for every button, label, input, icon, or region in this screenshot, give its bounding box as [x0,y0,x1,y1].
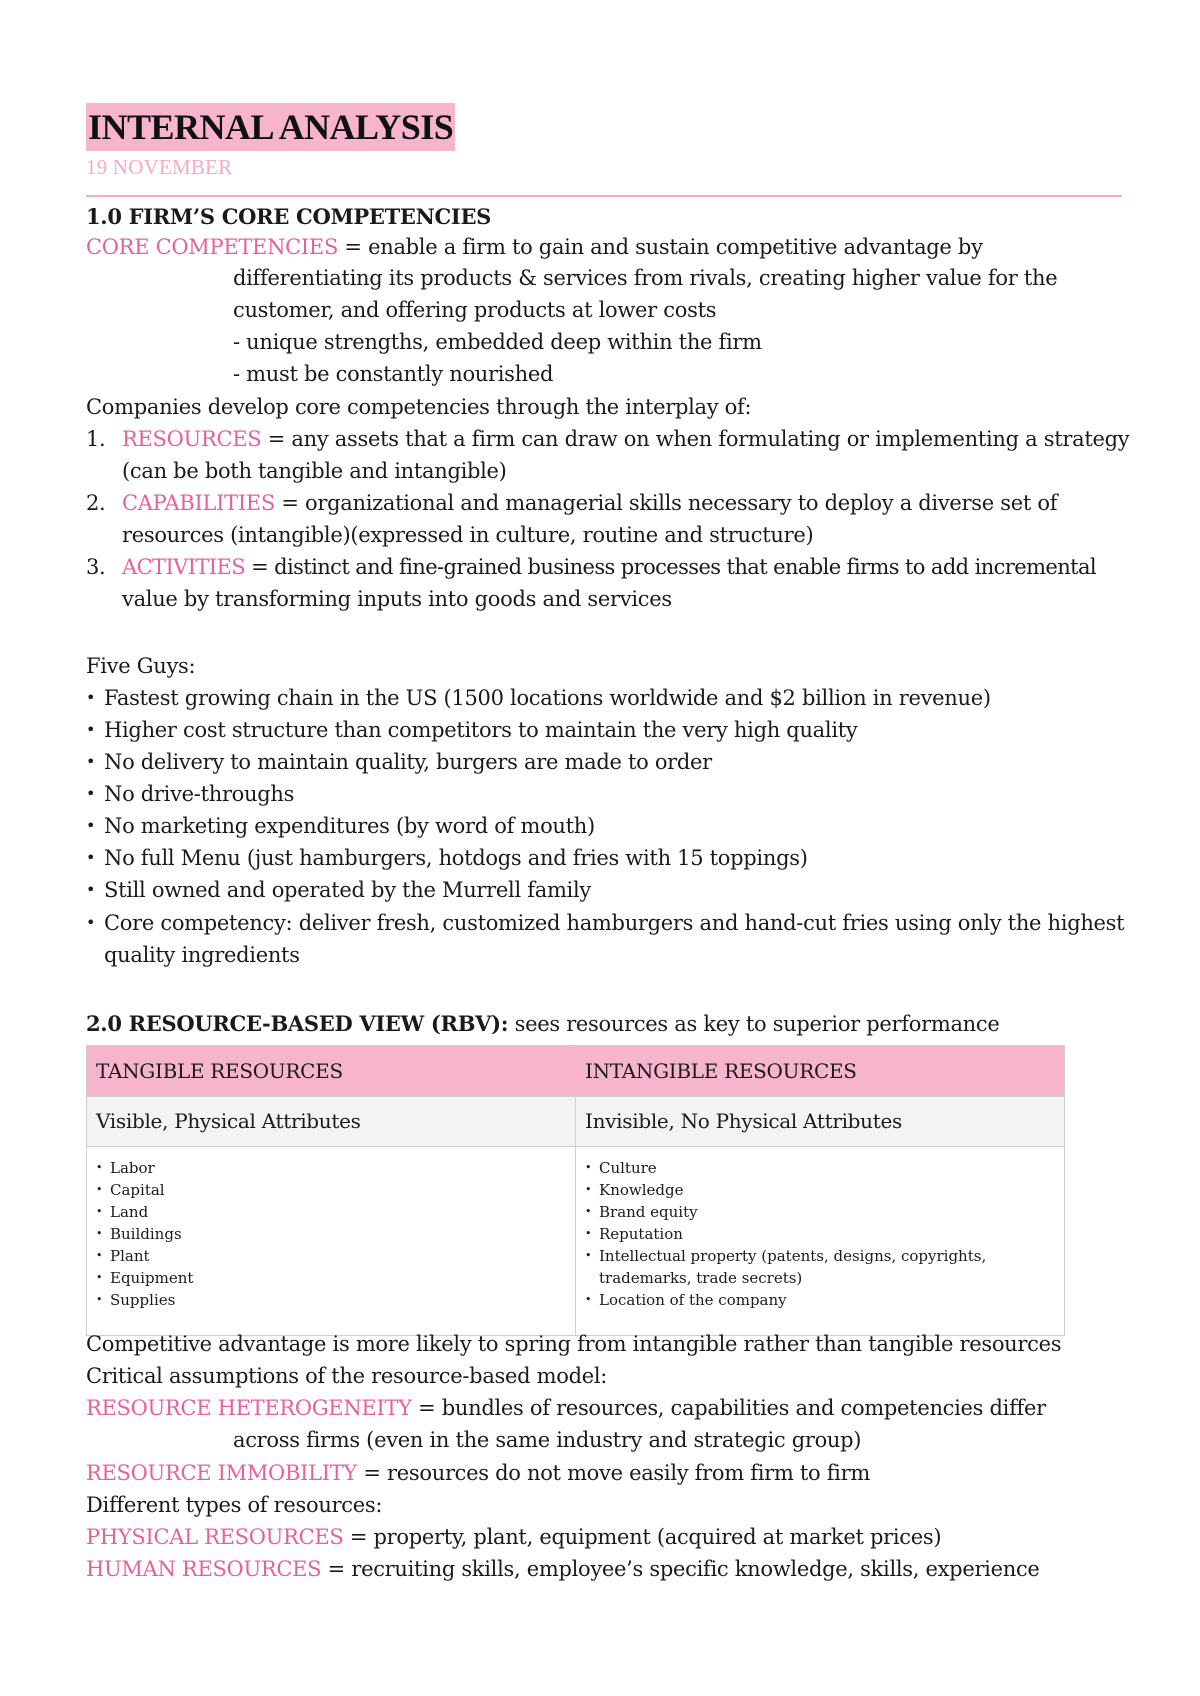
tangible-header: TANGIBLE RESOURCES [87,1046,576,1097]
human-resources-term: HUMAN RESOURCES [86,1557,322,1581]
section2-heading-rest: sees resources as key to superior performance [508,1012,1000,1036]
bullet-icon: • [86,848,96,867]
intangible-header: INTANGIBLE RESOURCES [576,1046,1065,1097]
table-list-row [87,1147,1065,1336]
immobility-def: = resources do not move easily from firm to firm [356,1461,870,1485]
core-def-line4: - unique strengths, embedded deep within the firm [233,330,762,354]
list-item: Fastest growing chain in the US (1500 locations worldwide and $2 billion in revenue) [104,686,991,710]
competitive-advantage-note: Competitive advantage is more likely to spring from intangible rather than tangible resources [86,1332,1062,1356]
list-item: No marketing expenditures (by word of mouth) [104,814,595,838]
bullet-icon: • [86,816,96,835]
bullet-icon: • [86,880,96,899]
bullet-icon: • [86,720,96,739]
core-def-line2: differentiating its products & services from rivals, creating higher value for the [233,266,1058,290]
intangible-list-cell [576,1147,1065,1336]
activities-def-line2: value by transforming inputs into goods and services [122,587,672,611]
resources-def: = any assets that a firm can draw on when formulating or implementing a strategy [261,427,1130,451]
five-guys-label: Five Guys: [86,654,196,678]
immobility-term: RESOURCE IMMOBILITY [86,1461,357,1485]
list-item: No drive-throughs [104,782,295,806]
list-item: Still owned and operated by the Murrell family [104,878,591,902]
list-item: • Location of the company [585,1289,1055,1311]
list-item: • Knowledge [585,1179,1055,1201]
tangible-list-cell [87,1147,576,1336]
list-item: • Capital [96,1179,566,1201]
immobility-definition [86,1457,870,1489]
list-item: • Intellectual property (patents, designs, copyrights, trademarks, trade secrets) [585,1245,1055,1289]
resource-types-intro: Different types of resources: [86,1493,383,1517]
heterogeneity-definition [86,1392,1046,1424]
capabilities-def: = organizational and managerial skills necessary to deploy a diverse set of [275,491,1058,515]
core-def-line5: - must be constantly nourished [233,362,554,386]
heterogeneity-def-line2: across firms (even in the same industry and strategic group) [233,1428,862,1452]
list-item: • Land [96,1201,566,1223]
table-subheader-row [87,1097,1065,1147]
physical-resources-def: = property, plant, equipment (acquired at market prices) [343,1525,942,1549]
tangible-list [96,1157,566,1311]
human-resources-definition [86,1553,1040,1585]
resources-def-line2: (can be both tangible and intangible) [122,459,507,483]
list-item: No delivery to maintain quality, burgers are made to order [104,750,712,774]
list-item: • Labor [96,1157,566,1179]
list-item: • Plant [96,1245,566,1267]
activities-term: ACTIVITIES [122,555,246,579]
resources-table [86,1045,1065,1336]
section2-heading-bold: 2.0 RESOURCE-BASED VIEW (RBV): [86,1011,509,1036]
physical-resources-definition [86,1521,941,1553]
bullet-icon: • [86,752,96,771]
intangible-subheader: Invisible, No Physical Attributes [576,1097,1065,1147]
table-header-row [87,1046,1065,1097]
core-def-line1: = enable a firm to gain and sustain competitive advantage by [338,235,983,259]
list-item-activities [122,551,1096,583]
assumptions-intro: Critical assumptions of the resource-based model: [86,1364,608,1388]
list-item: No full Menu (just hamburgers, hotdogs and fries with 15 toppings) [104,846,808,870]
tangible-subheader: Visible, Physical Attributes [87,1097,576,1147]
date-subtitle: 19 NOVEMBER [86,155,233,179]
title-divider [86,195,1122,197]
core-competencies-definition [86,231,983,263]
list-item: • Reputation [585,1223,1055,1245]
list-item-continuation: quality ingredients [104,943,300,967]
list-number: 3. [86,555,106,579]
core-def-line3: customer, and offering products at lower costs [233,298,717,322]
list-item-capabilities [122,487,1057,519]
heterogeneity-term: RESOURCE HETEROGENEITY [86,1396,412,1420]
list-item: • Supplies [96,1289,566,1311]
bullet-icon: • [86,913,96,932]
intangible-list [585,1157,1055,1311]
capabilities-def-line2: resources (intangible)(expressed in culture, routine and structure) [122,523,814,547]
activities-def: = distinct and fine-grained business processes that enable firms to add incremental [245,555,1097,579]
human-resources-def: = recruiting skills, employee’s specific knowledge, skills, experience [321,1557,1040,1581]
bullet-icon: • [86,784,96,803]
list-number: 2. [86,491,106,515]
resources-term: RESOURCES [122,427,262,451]
interplay-intro: Companies develop core competencies through the interplay of: [86,395,752,419]
heterogeneity-def: = bundles of resources, capabilities and competencies differ [411,1396,1046,1420]
physical-resources-term: PHYSICAL RESOURCES [86,1525,344,1549]
bullet-icon: • [86,688,96,707]
list-item: • Equipment [96,1267,566,1289]
list-item: • Culture [585,1157,1055,1179]
list-item: Core competency: deliver fresh, customized hamburgers and hand-cut fries using only the highest [104,911,1125,935]
list-item: • Brand equity [585,1201,1055,1223]
page-title: INTERNAL ANALYSIS [86,103,455,151]
list-item: • Buildings [96,1223,566,1245]
core-competencies-term: CORE COMPETENCIES [86,235,339,259]
list-item-resources [122,423,1129,455]
section1-heading: 1.0 FIRM’S CORE COMPETENCIES [86,204,492,229]
capabilities-term: CAPABILITIES [122,491,275,515]
section2-heading [86,1008,1000,1040]
list-number: 1. [86,427,106,451]
list-item: Higher cost structure than competitors to maintain the very high quality [104,718,858,742]
